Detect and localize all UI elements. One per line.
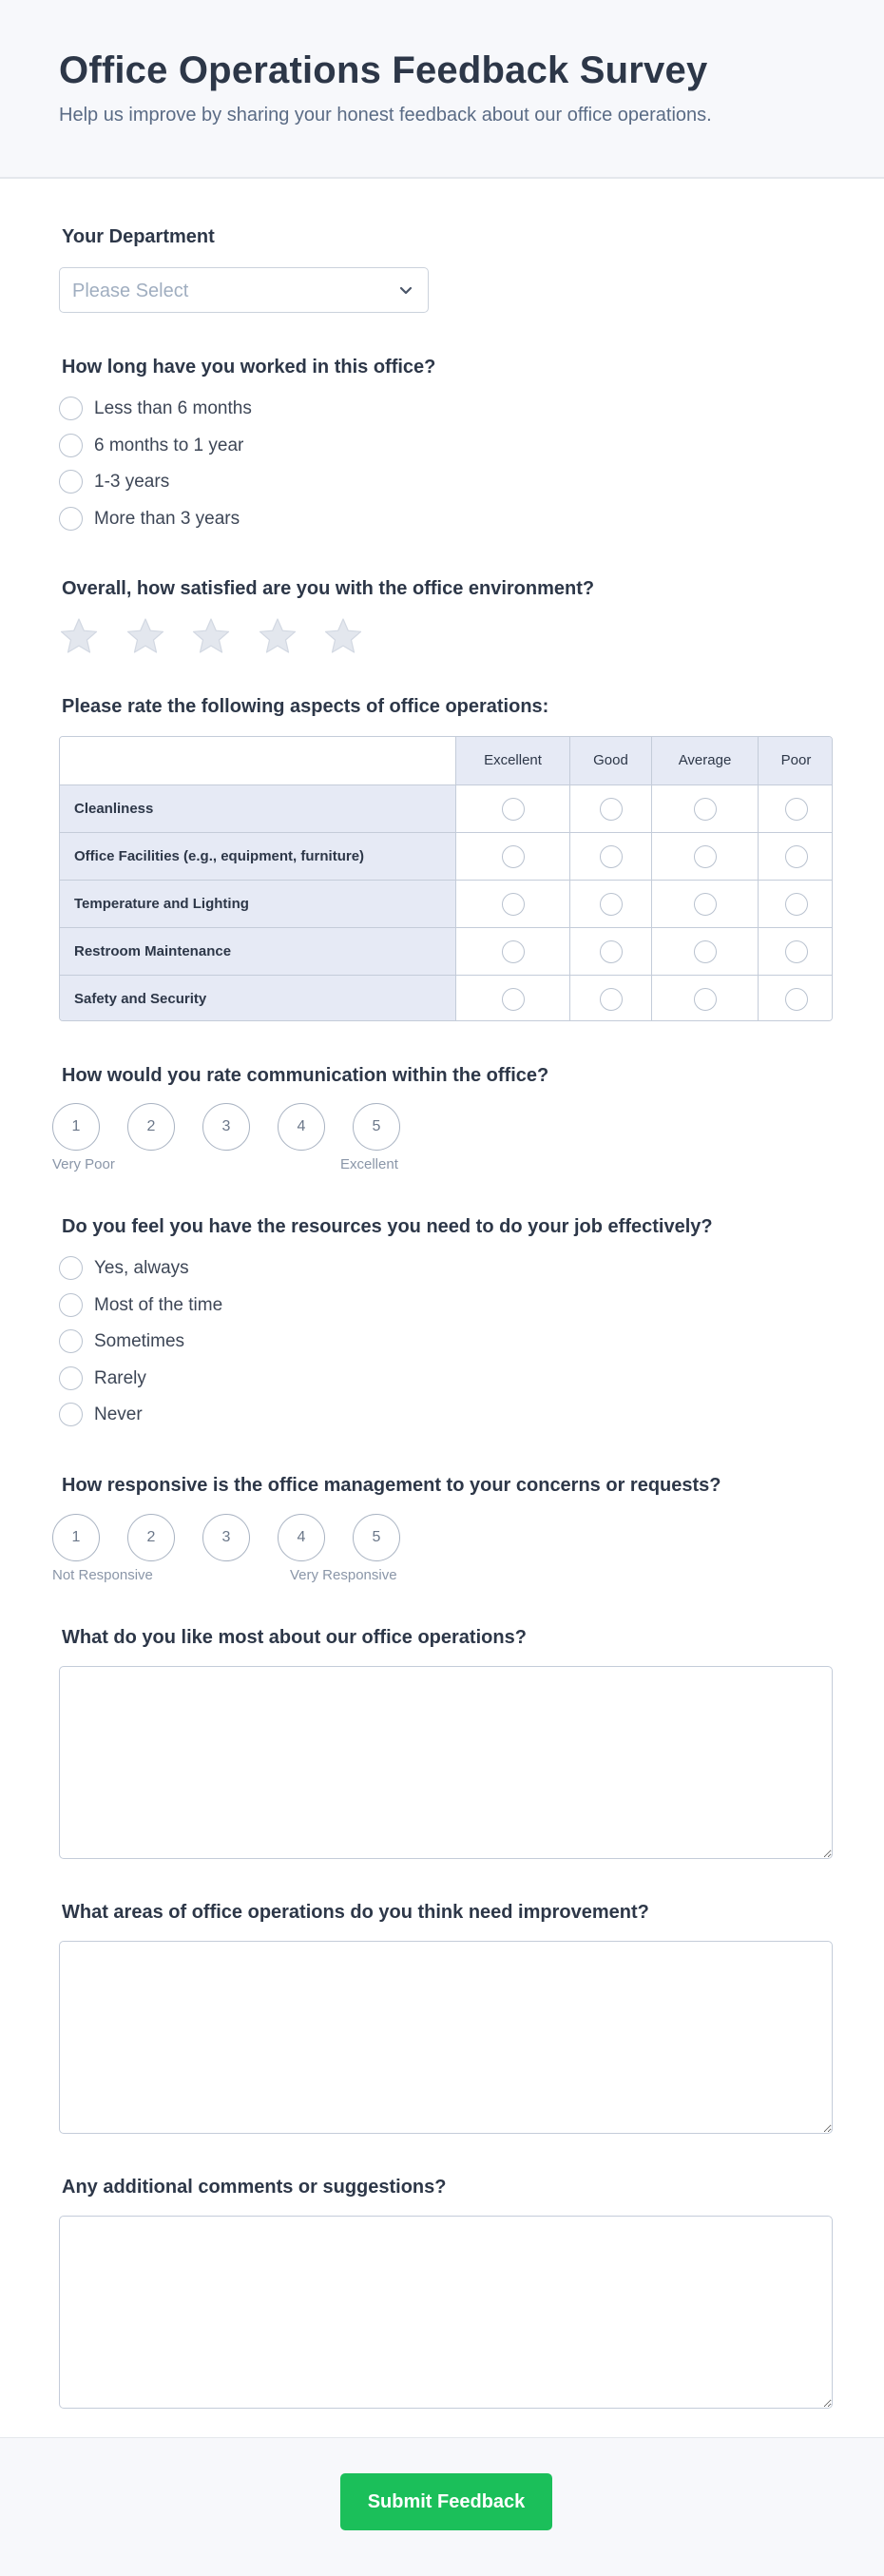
resources-option-label: Most of the time — [94, 1295, 223, 1315]
matrix-cell[interactable] — [758, 928, 833, 976]
matrix-row — [60, 832, 833, 880]
matrix-column-header: Good — [569, 737, 651, 784]
radio-button[interactable] — [59, 434, 83, 457]
star-icon[interactable] — [258, 616, 298, 656]
matrix-cell[interactable] — [569, 928, 651, 976]
radio-button[interactable] — [59, 1293, 83, 1317]
communication-scale-button[interactable]: 5 — [353, 1103, 400, 1151]
responsiveness-high-label: Very Responsive — [290, 1567, 397, 1583]
matrix-cell[interactable] — [569, 833, 651, 881]
radio-button[interactable] — [694, 798, 717, 821]
communication-scale-button[interactable]: 4 — [278, 1103, 325, 1151]
radio-button[interactable] — [785, 845, 808, 868]
tenure-label: How long have you worked in this office? — [62, 357, 436, 378]
matrix-row-label: Restroom Maintenance — [60, 928, 455, 976]
satisfaction-label: Overall, how satisfied are you with the office environment? — [62, 578, 595, 599]
resources-option-label: Rarely — [94, 1368, 146, 1388]
matrix-cell[interactable] — [569, 976, 651, 1021]
star-icon[interactable] — [323, 616, 363, 656]
responsiveness-scale-button[interactable]: 3 — [202, 1514, 250, 1561]
department-label: Your Department — [62, 226, 215, 247]
resources-option-label: Yes, always — [94, 1258, 189, 1278]
page-subtitle: Help us improve by sharing your honest feedback about our office operations. — [59, 105, 712, 126]
matrix-column-header: Average — [651, 737, 758, 784]
matrix-cell[interactable] — [758, 976, 833, 1021]
department-select-placeholder: Please Select — [72, 281, 189, 301]
matrix-cell[interactable] — [455, 785, 569, 833]
responsiveness-scale-button[interactable]: 4 — [278, 1514, 325, 1561]
like-most-label: What do you like most about our office operations? — [62, 1627, 527, 1648]
resources-option-label: Sometimes — [94, 1331, 185, 1351]
responsiveness-low-label: Not Responsive — [52, 1567, 153, 1583]
radio-button[interactable] — [600, 893, 623, 916]
matrix-cell[interactable] — [758, 785, 833, 833]
communication-label: How would you rate communication within the office? — [62, 1065, 549, 1086]
radio-button[interactable] — [502, 845, 525, 868]
radio-button[interactable] — [600, 798, 623, 821]
tenure-option-label: More than 3 years — [94, 509, 240, 529]
communication-scale-button[interactable]: 3 — [202, 1103, 250, 1151]
improvement-label: What areas of office operations do you think need improvement? — [62, 1902, 649, 1923]
rating-matrix — [59, 736, 833, 1021]
department-select[interactable] — [59, 267, 429, 313]
matrix-row-label: Safety and Security — [60, 976, 455, 1021]
radio-button[interactable] — [502, 798, 525, 821]
resources-option-label: Never — [94, 1404, 143, 1424]
radio-button[interactable] — [59, 1366, 83, 1390]
radio-button[interactable] — [502, 893, 525, 916]
matrix-cell[interactable] — [651, 833, 758, 881]
responsiveness-scale-button[interactable]: 2 — [127, 1514, 175, 1561]
radio-button[interactable] — [694, 940, 717, 963]
resources-label: Do you feel you have the resources you need to do your job effectively? — [62, 1216, 713, 1237]
matrix-cell[interactable] — [569, 881, 651, 928]
radio-button[interactable] — [59, 470, 83, 494]
radio-button[interactable] — [59, 1329, 83, 1353]
radio-button[interactable] — [600, 845, 623, 868]
form-footer — [0, 2437, 884, 2576]
radio-button[interactable] — [694, 988, 717, 1011]
tenure-option-label: 6 months to 1 year — [94, 436, 244, 455]
radio-button[interactable] — [59, 1403, 83, 1426]
radio-button[interactable] — [785, 893, 808, 916]
tenure-option-label: Less than 6 months — [94, 398, 252, 418]
matrix-corner — [60, 737, 455, 784]
matrix-cell[interactable] — [651, 976, 758, 1021]
matrix-cell[interactable] — [651, 881, 758, 928]
responsiveness-scale-button[interactable]: 1 — [52, 1514, 100, 1561]
matrix-row — [60, 784, 833, 832]
chevron-down-icon — [397, 281, 414, 299]
responsiveness-scale-button[interactable]: 5 — [353, 1514, 400, 1561]
matrix-cell[interactable] — [569, 785, 651, 833]
survey-header — [0, 0, 884, 179]
star-icon[interactable] — [125, 616, 165, 656]
radio-button[interactable] — [694, 893, 717, 916]
matrix-cell[interactable] — [455, 833, 569, 881]
radio-button[interactable] — [785, 940, 808, 963]
matrix-row-label: Cleanliness — [60, 785, 455, 833]
matrix-cell[interactable] — [651, 928, 758, 976]
matrix-cell[interactable] — [651, 785, 758, 833]
matrix-row-label: Temperature and Lighting — [60, 881, 455, 928]
matrix-label: Please rate the following aspects of office operations: — [62, 696, 549, 717]
comments-label: Any additional comments or suggestions? — [62, 2177, 447, 2198]
star-rating[interactable] — [59, 616, 382, 656]
matrix-cell[interactable] — [758, 881, 833, 928]
like-most-textarea[interactable] — [59, 1666, 833, 1859]
page-title: Office Operations Feedback Survey — [59, 49, 708, 91]
comments-textarea[interactable] — [59, 2216, 833, 2409]
radio-button[interactable] — [785, 988, 808, 1011]
matrix-row-label: Office Facilities (e.g., equipment, furniture) — [60, 833, 455, 881]
communication-scale-button[interactable]: 2 — [127, 1103, 175, 1151]
tenure-option-label: 1-3 years — [94, 472, 170, 492]
radio-button[interactable] — [785, 798, 808, 821]
radio-button[interactable] — [694, 845, 717, 868]
improvement-textarea[interactable] — [59, 1941, 833, 2134]
radio-button[interactable] — [59, 1256, 83, 1280]
radio-button[interactable] — [502, 988, 525, 1011]
matrix-cell[interactable] — [455, 881, 569, 928]
matrix-row — [60, 880, 833, 927]
radio-button[interactable] — [59, 397, 83, 420]
communication-scale-button[interactable]: 1 — [52, 1103, 100, 1151]
star-icon[interactable] — [191, 616, 231, 656]
radio-button[interactable] — [600, 940, 623, 963]
matrix-row — [60, 975, 833, 1021]
submit-feedback-button[interactable]: Submit Feedback — [340, 2473, 552, 2530]
radio-button[interactable] — [502, 940, 525, 963]
matrix-cell[interactable] — [758, 833, 833, 881]
radio-button[interactable] — [600, 988, 623, 1011]
radio-button[interactable] — [59, 507, 83, 531]
matrix-row — [60, 927, 833, 975]
star-icon[interactable] — [59, 616, 99, 656]
communication-high-label: Excellent — [340, 1156, 398, 1172]
matrix-cell[interactable] — [455, 928, 569, 976]
matrix-cell[interactable] — [455, 976, 569, 1021]
matrix-column-header: Excellent — [455, 737, 569, 784]
matrix-column-header: Poor — [758, 737, 833, 784]
communication-low-label: Very Poor — [52, 1156, 115, 1172]
responsiveness-label: How responsive is the office management to your concerns or requests? — [62, 1475, 721, 1496]
